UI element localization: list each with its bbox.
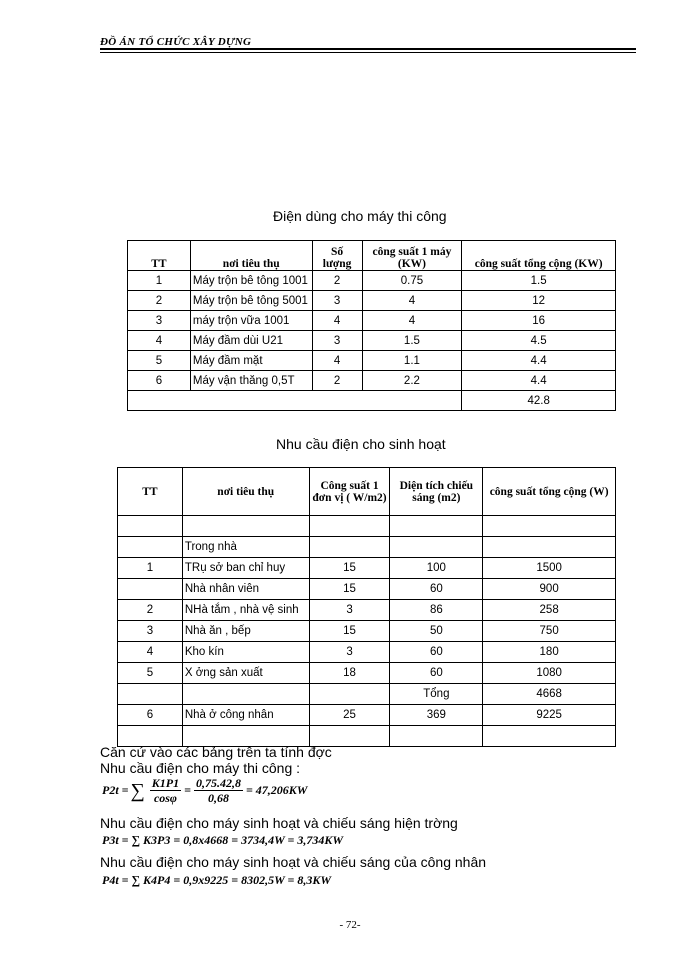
cell-qty: 4 [312, 351, 362, 371]
header-rule-thin [100, 52, 636, 53]
cell-total: 4.4 [462, 351, 616, 371]
header-rule [100, 48, 636, 50]
col-total: công suất tổng cộng (KW) [462, 241, 616, 271]
cell-total: 4.4 [462, 371, 616, 391]
page-number: - 72- [339, 919, 361, 931]
cell-name: Máy vận thăng 0,5T [190, 371, 312, 391]
cell-name: X ởng sản xuất [182, 663, 309, 684]
table-header-row [128, 241, 616, 271]
cell-total: 4.5 [462, 331, 616, 351]
cell-total: 900 [483, 579, 616, 600]
table-row [128, 371, 616, 391]
cell-name: Máy trộn bê tông 5001 [190, 291, 312, 311]
cell-total: 258 [483, 600, 616, 621]
cell-total: 750 [483, 621, 616, 642]
cell-tt [118, 579, 183, 600]
cell-power [309, 537, 390, 558]
table-row [118, 621, 616, 642]
table-row [118, 684, 616, 705]
cell-area [390, 516, 483, 537]
cell-name: Nhà ở công nhân [182, 705, 309, 726]
living-power-table [117, 467, 616, 747]
body-line-3: Nhu cầu điện cho máy sinh hoạt và chiếu sáng hiện trờng [100, 815, 458, 831]
cell-total: 1080 [483, 663, 616, 684]
cell-total: 16 [462, 311, 616, 331]
cell-power: 1.5 [362, 331, 462, 351]
cell-name: NHà tắm , nhà vệ sinh [182, 600, 309, 621]
cell-power [309, 684, 390, 705]
cell-qty: 2 [312, 271, 362, 291]
cell-area: 60 [390, 642, 483, 663]
cell-total: 1.5 [462, 271, 616, 291]
cell-tt: 5 [128, 351, 191, 371]
sum-symbol: ∑ [130, 779, 145, 802]
col-power-unit: Công suất 1 đơn vị ( W/m2) [309, 468, 390, 516]
cell-tt: 4 [118, 642, 183, 663]
cell-power: 15 [309, 621, 390, 642]
cell-power [309, 516, 390, 537]
cell-total: 1500 [483, 558, 616, 579]
col-area: Diện tích chiếu sáng (m2) [390, 468, 483, 516]
cell-tt: 5 [118, 663, 183, 684]
cell-power: 15 [309, 579, 390, 600]
cell-total: 4668 [483, 684, 616, 705]
cell-power: 3 [309, 600, 390, 621]
cell-area: Tổng [390, 684, 483, 705]
cell-name: Nhà ăn , bếp [182, 621, 309, 642]
cell-tt: 3 [128, 311, 191, 331]
col-total: công suất tổng cộng (W) [483, 468, 616, 516]
table-row [118, 642, 616, 663]
cell-tt [118, 537, 183, 558]
body-line-4: Nhu cầu điện cho máy sinh hoạt và chiếu sáng của công nhân [100, 854, 487, 870]
table2-title: Nhu cầu điện cho sinh hoạt [276, 436, 446, 452]
cell-total: 9225 [483, 705, 616, 726]
table-row [128, 331, 616, 351]
col-tt: TT [128, 241, 191, 271]
cell-name: máy trộn vữa 1001 [190, 311, 312, 331]
table1-title: Điện dùng cho máy thi công [273, 208, 447, 224]
cell-area [390, 726, 483, 747]
cell-area: 60 [390, 663, 483, 684]
cell-tt [118, 516, 183, 537]
cell-total [483, 726, 616, 747]
cell-name: Nhà nhân viên [182, 579, 309, 600]
table-row [118, 663, 616, 684]
cell-power: 0.75 [362, 271, 462, 291]
cell-total [483, 537, 616, 558]
cell-tt: 4 [128, 331, 191, 351]
table-row [118, 600, 616, 621]
cell-total: 180 [483, 642, 616, 663]
formula-2: P3t = ∑ K3P3 = 0,8x4668 = 3734,4W = 3,734KW [102, 833, 344, 847]
fraction-1: $\frac{K1P1}{\cos\varphi}$ [151, 776, 180, 805]
cell-area: 100 [390, 558, 483, 579]
cell-power: 25 [309, 705, 390, 726]
body-line-1: Căn cứ vào các bảng trên ta tính đợc [100, 744, 332, 760]
cell-area: 86 [390, 600, 483, 621]
cell-total: 12 [462, 291, 616, 311]
formula-1: P2t = ∑ $\frac{K1P1}{\cos\varphi}$ = $\frac{0,75.42,8}{0,68}$ = 47,206KW [102, 776, 308, 805]
table-row [118, 537, 616, 558]
table-row [128, 271, 616, 291]
formula-3: P4t = ∑ K4P4 = 0,9x9225 = 8302,5W = 8,3KW [102, 873, 332, 887]
cell-tt: 2 [118, 600, 183, 621]
cell-tt: 3 [118, 621, 183, 642]
cell-power: 2.2 [362, 371, 462, 391]
table-row [118, 516, 616, 537]
cell-tt: 6 [128, 371, 191, 391]
cell-name: Máy trộn bê tông 1001 [190, 271, 312, 291]
cell-area: 60 [390, 579, 483, 600]
formula-1-result: = 47,206KW [245, 783, 308, 797]
cell-name: Máy đầm mặt [190, 351, 312, 371]
cell-qty: 4 [312, 311, 362, 331]
cell-area: 369 [390, 705, 483, 726]
col-name: nơi tiêu thụ [190, 241, 312, 271]
cell-power: 18 [309, 663, 390, 684]
cell-total [483, 516, 616, 537]
fraction-2: $\frac{0,75.42,8}{0,68}$ [195, 776, 241, 805]
cell-qty: 3 [312, 291, 362, 311]
cell-name: Kho kín [182, 642, 309, 663]
cell-name: TRụ sở ban chỉ huy [182, 558, 309, 579]
table-total-row [128, 391, 616, 411]
cell-name [182, 684, 309, 705]
col-power: công suất 1 máy (KW) [362, 241, 462, 271]
body-line-2: Nhu cầu điện cho máy thi công : [100, 760, 301, 776]
cell-qty: 2 [312, 371, 362, 391]
table-row [118, 705, 616, 726]
cell-qty: 3 [312, 331, 362, 351]
formula-1-lhs: P2t = [102, 783, 129, 797]
machine-power-table [127, 240, 616, 411]
col-qty: Số lượng [312, 241, 362, 271]
header-title: ĐỒ ÁN TỔ CHỨC XÂY DỰNG [100, 36, 252, 48]
cell-power: 3 [309, 642, 390, 663]
cell-power: 4 [362, 291, 462, 311]
col-name: nơi tiêu thụ [182, 468, 309, 516]
cell-power: 15 [309, 558, 390, 579]
cell-tt [118, 684, 183, 705]
col-tt: TT [118, 468, 183, 516]
table-row [118, 558, 616, 579]
cell-tt: 1 [128, 271, 191, 291]
cell-name: Máy đầm dùi U21 [190, 331, 312, 351]
table-row [128, 351, 616, 371]
cell-name [182, 516, 309, 537]
cell-tt: 1 [118, 558, 183, 579]
cell-name: Trong nhà [182, 537, 309, 558]
cell-area: 50 [390, 621, 483, 642]
page-header [100, 36, 636, 48]
table-row [128, 291, 616, 311]
table-row [128, 311, 616, 331]
cell-power: 1.1 [362, 351, 462, 371]
grand-total: 42.8 [462, 391, 616, 411]
cell-power: 4 [362, 311, 462, 331]
table-row [118, 579, 616, 600]
cell-tt: 6 [118, 705, 183, 726]
cell-area [390, 537, 483, 558]
table-header-row [118, 468, 616, 516]
cell-tt: 2 [128, 291, 191, 311]
